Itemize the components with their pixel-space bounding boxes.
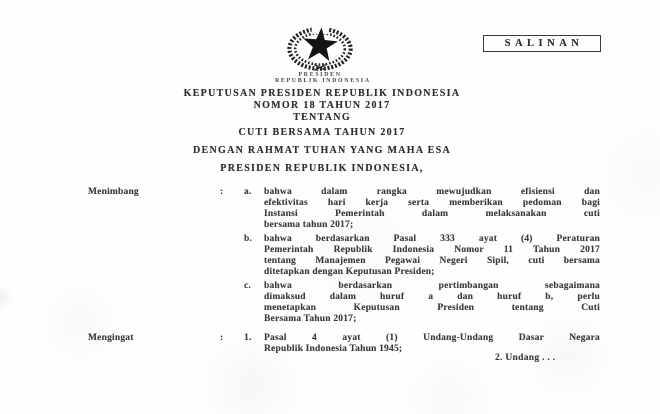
title-block	[0, 88, 644, 175]
text-line: Pemerintah Republik Indonesia Nomor 11 Tahun 2017	[264, 245, 600, 255]
text-line: Republik Indonesia Tahun 1945;	[264, 344, 403, 354]
invocation-line: DENGAN RAHMAT TUHAN YANG MAHA ESA	[192, 144, 451, 156]
menimbang-section	[88, 187, 600, 325]
mengingat-section	[88, 333, 600, 355]
presidential-seal	[275, 24, 371, 85]
authority-line: PRESIDEN REPUBLIK INDONESIA,	[220, 162, 424, 174]
mengingat-items	[244, 333, 600, 355]
text-line: bersama tahun 2017;	[264, 220, 354, 230]
menimbang-label: Menimbang	[88, 187, 139, 197]
decree-number-line: NOMOR 18 TAHUN 2017	[253, 99, 391, 111]
seal-text-republik-indonesia: REPUBLIK INDONESIA	[275, 78, 371, 85]
mengingat-label: Mengingat	[88, 333, 134, 343]
mengingat-item-1	[244, 333, 600, 355]
text-line: Bersama Tahun 2017;	[264, 314, 357, 324]
page-catchword: 2. Undang . . .	[495, 353, 556, 363]
text-line: bahwa berdasarkan pertimbangan sebagaimana	[264, 281, 600, 291]
item-text	[264, 333, 600, 355]
presidential-star-wreath-icon	[275, 24, 365, 72]
decree-body	[88, 187, 600, 355]
menimbang-separator: :	[220, 187, 224, 197]
text-line: menetapkan Keputusan Presiden tentang Cuti	[264, 303, 600, 313]
menimbang-item-b	[244, 234, 600, 278]
menimbang-item-c	[244, 281, 600, 325]
text-line: efektivitas hari kerja serta memberikan pedoman bagi	[264, 198, 600, 208]
text-line: bahwa dalam rangka mewujudkan efisiensi dan	[264, 187, 600, 197]
item-marker: c.	[244, 281, 251, 291]
item-marker: b.	[244, 234, 253, 244]
item-marker: a.	[244, 187, 252, 197]
salinan-stamp-label: SALINAN	[504, 38, 584, 49]
text-line: bahwa berdasarkan Pasal 333 ayat (4) Peraturan	[264, 234, 600, 244]
seal-text-presiden: PRESIDEN	[298, 72, 342, 78]
menimbang-items	[244, 187, 600, 325]
decree-title-line1: KEPUTUSAN PRESIDEN REPUBLIK INDONESIA	[183, 88, 461, 99]
text-line: Pasal 4 ayat (1) Undang-Undang Dasar Negara	[264, 333, 600, 343]
item-text	[264, 187, 600, 231]
item-marker: 1.	[244, 333, 252, 343]
salinan-stamp	[483, 35, 601, 52]
mengingat-separator: :	[220, 333, 224, 343]
menimbang-item-a	[244, 187, 600, 231]
item-text	[264, 281, 600, 325]
tentang-line: TENTANG	[293, 111, 351, 123]
decree-subject: CUTI BERSAMA TAHUN 2017	[238, 127, 406, 139]
text-line: Instansi Pemerintah dalam melaksanakan cuti	[264, 209, 600, 219]
text-line: dimaksud dalam huruf a dan huruf b, perlu	[264, 292, 600, 302]
text-line: tentang Manajemen Pegawai Negeri Sipil, cuti bersama	[264, 256, 600, 266]
text-line: ditetapkan dengan Keputusan Presiden;	[264, 267, 435, 277]
item-text	[264, 234, 600, 278]
